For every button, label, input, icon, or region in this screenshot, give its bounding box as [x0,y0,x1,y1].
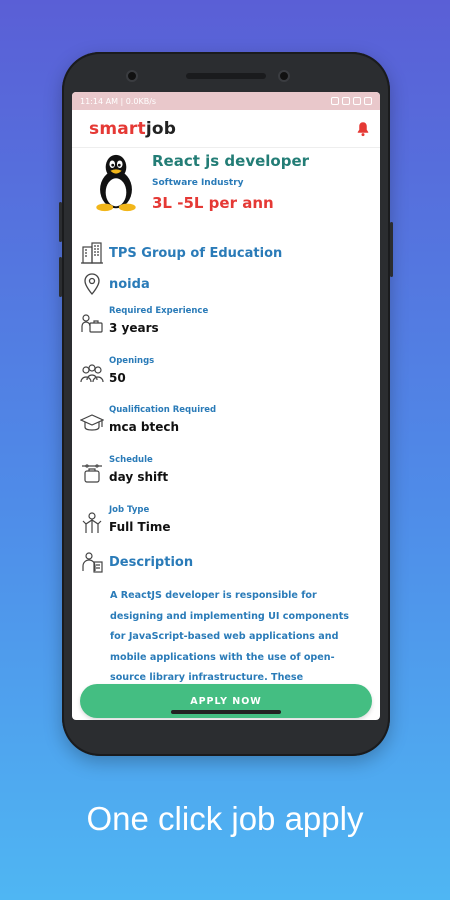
building-icon [80,241,104,265]
openings-row [80,350,372,399]
experience-info [109,306,208,335]
battery-icon [364,97,372,105]
job-type-value: Full Time [109,520,171,534]
job-header [80,152,372,238]
phone-frame [62,52,390,756]
home-indicator[interactable] [171,710,281,714]
app-logo[interactable] [89,119,176,139]
graduation-cap-icon [80,411,104,435]
description-icon [80,550,104,574]
description-text: A ReactJS developer is responsible for designing and implementing UI components for JavaScript-based web applications and mobile applications with the use of open-source library infrastructure. These [110,590,349,683]
job-type-info [109,505,171,534]
front-camera-icon [278,70,290,82]
company-name: TPS Group of Education [109,245,283,261]
job-type-label: Job Type [109,505,150,515]
location-pin-icon [80,272,104,296]
app-bar [72,110,380,148]
qualification-info [109,405,216,434]
qualification-row [80,399,372,449]
status-time: 11:14 AM | 0.0KB/s [80,96,157,106]
schedule-info [109,455,168,484]
apply-now-button[interactable]: APPLY NOW [80,684,372,718]
schedule-value: day shift [109,470,169,484]
wifi-icon [353,97,361,105]
sensor-icon [126,70,138,82]
company-row [80,238,372,268]
location-text: noida [109,276,150,292]
job-title: React js developer [152,152,310,170]
alarm-icon [331,97,339,105]
job-type-icon [80,511,104,535]
openings-label: Openings [109,356,155,366]
phone-top-bar [62,66,390,86]
app-screen [72,92,380,720]
bell-icon[interactable] [354,120,372,138]
job-header-text [152,152,309,238]
promo-caption: One click job apply [86,800,364,837]
status-bar [72,92,380,110]
industry-label: Software Industry [152,178,244,188]
location-row [80,268,372,300]
phone-side-button [59,202,62,242]
phone-side-button [390,222,393,277]
experience-row [80,300,372,350]
description-header [80,548,372,576]
phone-side-button [59,257,62,297]
qualification-value: mca btech [109,420,180,434]
schedule-icon [80,461,104,485]
schedule-row [80,449,372,499]
status-icons [331,97,372,105]
description-title: Description [109,554,194,570]
job-details [72,148,380,689]
openings-info [109,356,154,385]
tux-logo [86,152,146,212]
experience-value: 3 years [109,321,159,335]
schedule-label: Schedule [109,455,153,465]
openings-value: 50 [109,371,126,385]
qualification-label: Qualification Required [109,405,217,415]
signal-icon [342,97,350,105]
logo-smart: smart [89,118,146,139]
logo-job: job [145,118,177,139]
job-type-row [80,499,372,548]
people-icon [80,362,104,386]
experience-icon [80,312,104,336]
speaker-grille [186,73,266,79]
salary-text: 3L -5L per ann [152,194,274,212]
experience-label: Required Experience [109,306,209,316]
